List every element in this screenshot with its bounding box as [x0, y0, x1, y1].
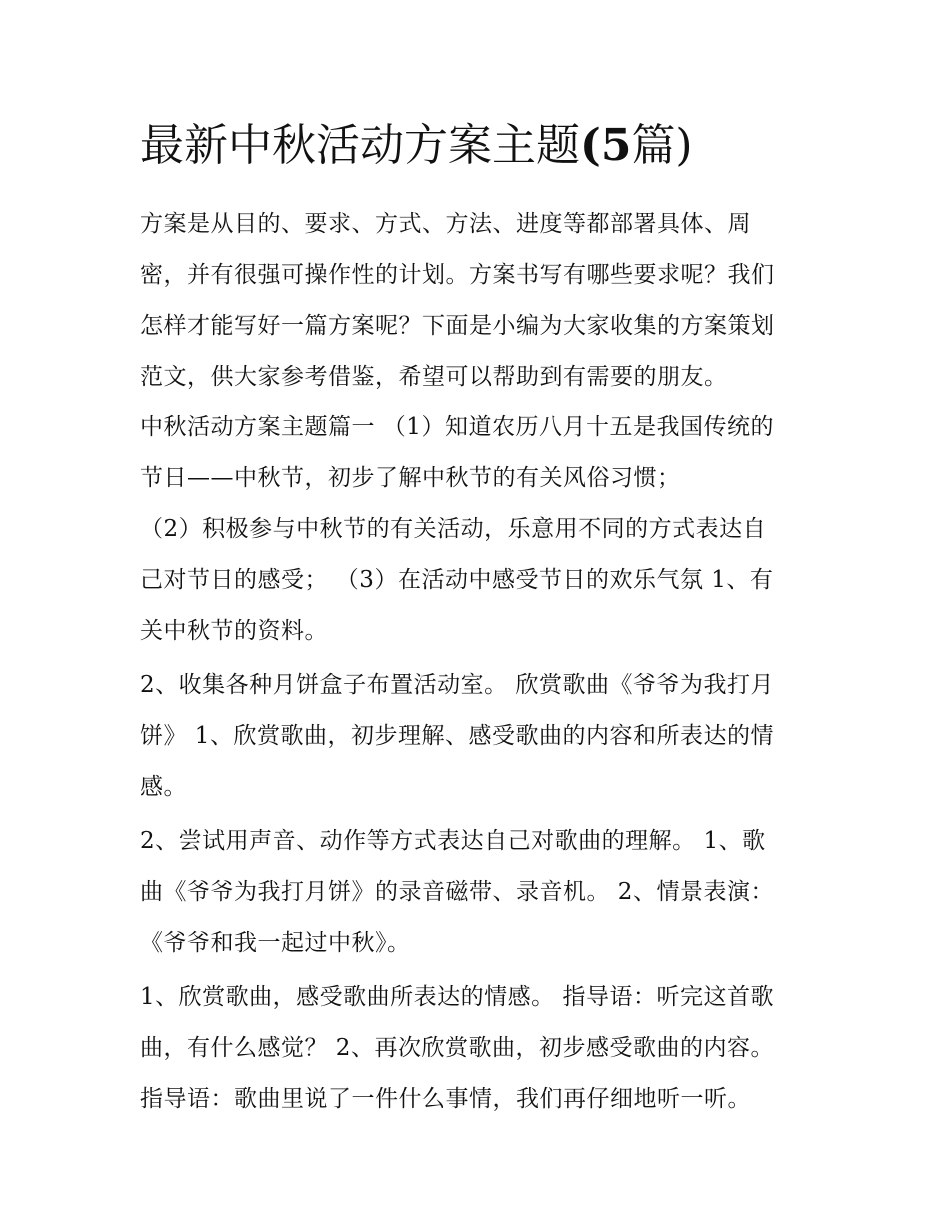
body-line: 密，并有很强可操作性的计划。方案书写有哪些要求呢？我们 — [140, 262, 775, 288]
body-line: 饼》 1、欣赏歌曲，初步理解、感受歌曲的内容和所表达的情 — [140, 723, 774, 749]
body-line: 方案是从目的、要求、方式、方法、进度等都部署具体、周 — [140, 211, 751, 237]
body-line: 怎样才能写好一篇方案呢？下面是小编为大家收集的方案策划 — [140, 313, 775, 339]
body-line: 中秋活动方案主题篇一 （1）知道农历八月十五是我国传统的 — [140, 414, 774, 440]
body-line: 2、收集各种月饼盒子布置活动室。 欣赏歌曲《爷爷为我打月 — [140, 672, 774, 698]
body-line: 关中秋节的资料。 — [140, 618, 328, 644]
body-line: 1、欣赏歌曲，感受歌曲所表达的情感。 指导语：听完这首歌 — [140, 984, 774, 1010]
title-end: 篇) — [631, 120, 693, 171]
body-line: 2、尝试用声音、动作等方式表达自己对歌曲的理解。 1、歌 — [140, 828, 766, 854]
body-line: 曲《爷爷为我打月饼》的录音磁带、录音机。 2、情景表演： — [140, 879, 774, 905]
body-line: 《爷爷和我一起过中秋》。 — [140, 930, 411, 956]
title-number: (5 — [580, 120, 632, 171]
title-main: 最新中秋活动方案主题 — [140, 120, 580, 171]
body-line: 己对节日的感受； （3）在活动中感受节日的欢乐气氛 1、有 — [140, 567, 774, 593]
document-title — [140, 116, 693, 176]
document-body — [140, 199, 820, 1125]
body-line: 范文，供大家参考借鉴，希望可以帮助到有需要的朋友。 — [140, 364, 728, 390]
body-line: 节日——中秋节，初步了解中秋节的有关风俗习惯； — [140, 465, 681, 491]
body-line: 指导语：歌曲里说了一件什么事情，我们再仔细地听一听。 — [140, 1086, 751, 1112]
body-line: 曲，有什么感觉？ 2、再次欣赏歌曲，初步感受歌曲的内容。 — [140, 1035, 774, 1061]
body-line: （2）积极参与中秋节的有关活动，乐意用不同的方式表达自 — [140, 516, 767, 542]
body-line: 感。 — [140, 774, 187, 800]
